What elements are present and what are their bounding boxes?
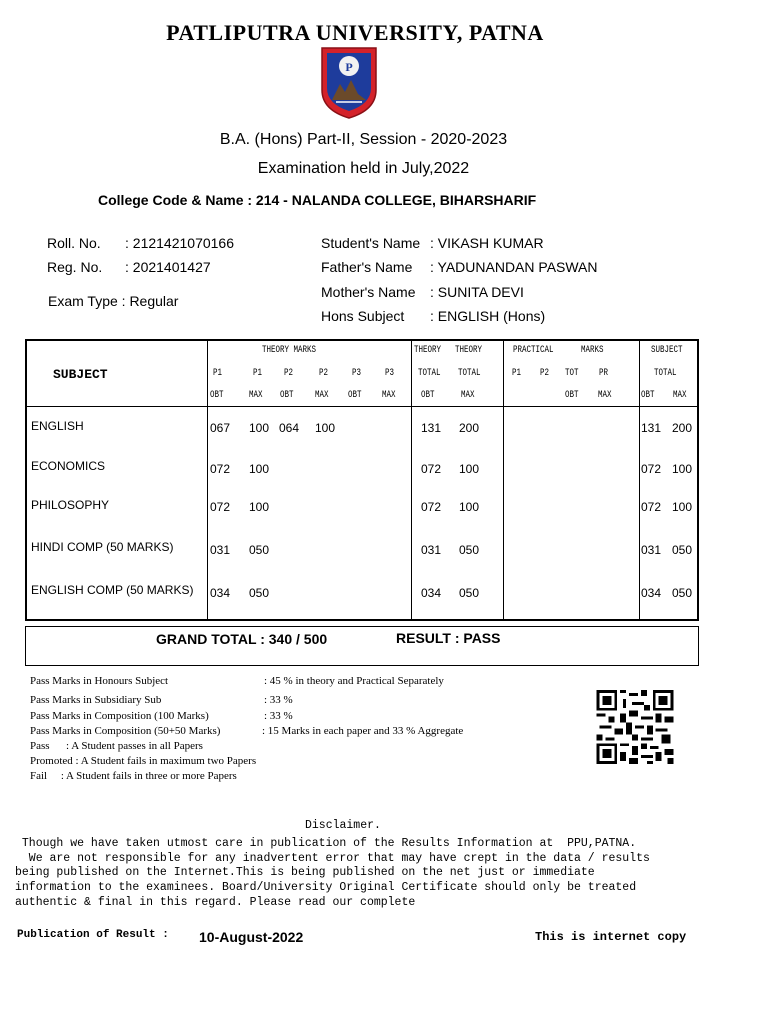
roll-label: Roll. No. [47,235,101,251]
th-p1-obt-top: P1 [213,368,223,379]
header-divider [27,406,697,407]
col-divider [411,341,412,619]
col-divider [639,341,640,619]
publication-date: 10-August-2022 [199,929,304,945]
exam-type: Exam Type : Regular [48,293,179,309]
rule-value: : 33 % [264,710,293,722]
th-p2-max-top: P2 [319,368,329,379]
disclaimer-line: We are not responsible for any inadvertent error that may have crept in the data / results [15,852,650,865]
row-p1-max: 100 [249,421,270,435]
roll-value: : 2121421070166 [125,235,234,251]
hons-subject-label: Hons Subject [321,308,405,324]
rule-promoted: Promoted : A Student fails in maximum two Papers [30,755,257,767]
disclaimer-line: authentic & final in this regard. Please read our complete [15,896,416,909]
th-p3-max-top: P3 [385,368,395,379]
row-tt-max: 100 [459,500,480,514]
row-st-max: 050 [672,586,693,600]
student-name-label: Student's Name [321,235,421,251]
row-subject: ENGLISH COMP (50 MARKS) [31,583,194,597]
row-st-max: 200 [672,421,693,435]
mother-name-value: : SUNITA DEVI [430,284,524,300]
grand-total: GRAND TOTAL : 340 / 500 [156,631,328,647]
row-subject: HINDI COMP (50 MARKS) [31,540,174,554]
th-p1-obt: OBT [210,390,224,401]
pr-max: MAX [598,390,612,401]
marks-table [25,339,699,621]
th-p3-obt: OBT [348,390,362,401]
practical-marks-header: MARKS [581,345,604,356]
row-st-obt: 072 [641,500,662,514]
exam-held: Examination held in July,2022 [257,160,470,177]
hons-subject-value: : ENGLISH (Hons) [430,308,546,324]
row-st-obt: 034 [641,586,662,600]
pr-pr: PR [599,368,609,379]
disclaimer-line: Though we have taken utmost care in publication of the Results Information at PPU,PATNA. [15,837,637,850]
th-p2-obt-top: P2 [284,368,294,379]
row-tt-obt: 131 [421,421,442,435]
row-p1-max: 100 [249,500,270,514]
row-p1-max: 050 [249,543,270,557]
row-subject: PHILOSOPHY [31,498,110,512]
pr-p1: P1 [512,368,522,379]
reg-label: Reg. No. [47,259,103,275]
pr-p2: P2 [540,368,550,379]
disclaimer-line: being published on the Internet.This is being published on the net just or immediate [15,866,595,879]
row-p1-obt: 067 [210,421,231,435]
university-title: PATLIPUTRA UNIVERSITY, PATNA [166,20,544,45]
th-p1-max: MAX [249,390,263,401]
row-p1-obt: 031 [210,543,231,557]
col-divider [207,341,208,619]
result-status: RESULT : PASS [396,630,501,646]
row-p2-max: 100 [315,421,336,435]
row-st-obt: 131 [641,421,662,435]
row-st-max: 050 [672,543,693,557]
theory-marks-header: THEORY MARKS [262,345,317,356]
th-p3-obt-top: P3 [352,368,362,379]
svg-text:P: P [345,60,353,74]
row-st-max: 100 [672,500,693,514]
subject-total-sub: TOTAL [654,368,677,379]
row-st-max: 100 [672,462,693,476]
disclaimer-line: information to the examinees. Board/University Original Certificate should only be treated [15,881,637,894]
rule-label: Pass Marks in Composition (100 Marks) [30,710,209,722]
rule-label: Pass Marks in Subsidiary Sub [30,694,162,706]
row-subject: ENGLISH [31,419,84,433]
qr-code-icon [596,690,674,764]
university-logo [318,44,380,120]
rule-value: : 33 % [264,694,293,706]
disclaimer-title: Disclaimer. [305,819,381,832]
father-name-value: : YADUNANDAN PASWAN [430,259,598,275]
grand-total-box [25,626,699,666]
rule-value: : 45 % in theory and Practical Separately [264,675,444,687]
row-p1-max: 100 [249,462,270,476]
theory-total-max: MAX [461,390,475,401]
practical-header: PRACTICAL [513,345,554,356]
rule-value: : 15 Marks in each paper and 33 % Aggregate [262,725,464,737]
theory-total-obt: OBT [421,390,435,401]
pr-obt: OBT [565,390,579,401]
row-tt-max: 200 [459,421,480,435]
row-tt-obt: 072 [421,462,442,476]
row-p1-obt: 034 [210,586,231,600]
rule-label: Pass Marks in Composition (50+50 Marks) [30,725,221,737]
theory-total-sub-1: TOTAL [418,368,441,379]
row-tt-obt: 031 [421,543,442,557]
mother-name-label: Mother's Name [321,284,416,300]
course-title: B.A. (Hons) Part-II, Session - 2020-2023 [219,131,508,148]
rule-pass: Pass : A Student passes in all Papers [30,740,203,752]
subject-header: SUBJECT [53,367,108,382]
row-tt-max: 100 [459,462,480,476]
rule-label: Pass Marks in Honours Subject [30,675,169,687]
th-p3-max: MAX [382,390,396,401]
subject-total-head: SUBJECT [651,345,683,356]
th-p2-obt: OBT [280,390,294,401]
row-p1-obt: 072 [210,462,231,476]
publication-label: Publication of Result : [17,929,169,941]
th-p2-max: MAX [315,390,329,401]
th-p1-max-top: P1 [253,368,263,379]
theory-total-head-2: THEORY [455,345,483,356]
theory-total-head-1: THEORY [414,345,442,356]
row-tt-obt: 072 [421,500,442,514]
row-tt-obt: 034 [421,586,442,600]
rule-fail: Fail : A Student fails in three or more Papers [30,770,237,782]
pr-tot: TOT [565,368,579,379]
row-tt-max: 050 [459,543,480,557]
row-p2-obt: 064 [279,421,300,435]
student-name-value: : VIKASH KUMAR [430,235,544,251]
subject-total-obt: OBT [641,390,655,401]
col-divider [503,341,504,619]
row-tt-max: 050 [459,586,480,600]
internet-copy-note: This is internet copy [535,930,687,944]
row-st-obt: 031 [641,543,662,557]
row-st-obt: 072 [641,462,662,476]
subject-total-max: MAX [673,390,687,401]
father-name-label: Father's Name [321,259,413,275]
row-p1-max: 050 [249,586,270,600]
college-name: College Code & Name : 214 - NALANDA COLLEGE, BIHARSHARIF [98,192,537,208]
theory-total-sub-2: TOTAL [458,368,481,379]
row-p1-obt: 072 [210,500,231,514]
row-subject: ECONOMICS [31,459,106,473]
reg-value: : 2021401427 [125,259,211,275]
